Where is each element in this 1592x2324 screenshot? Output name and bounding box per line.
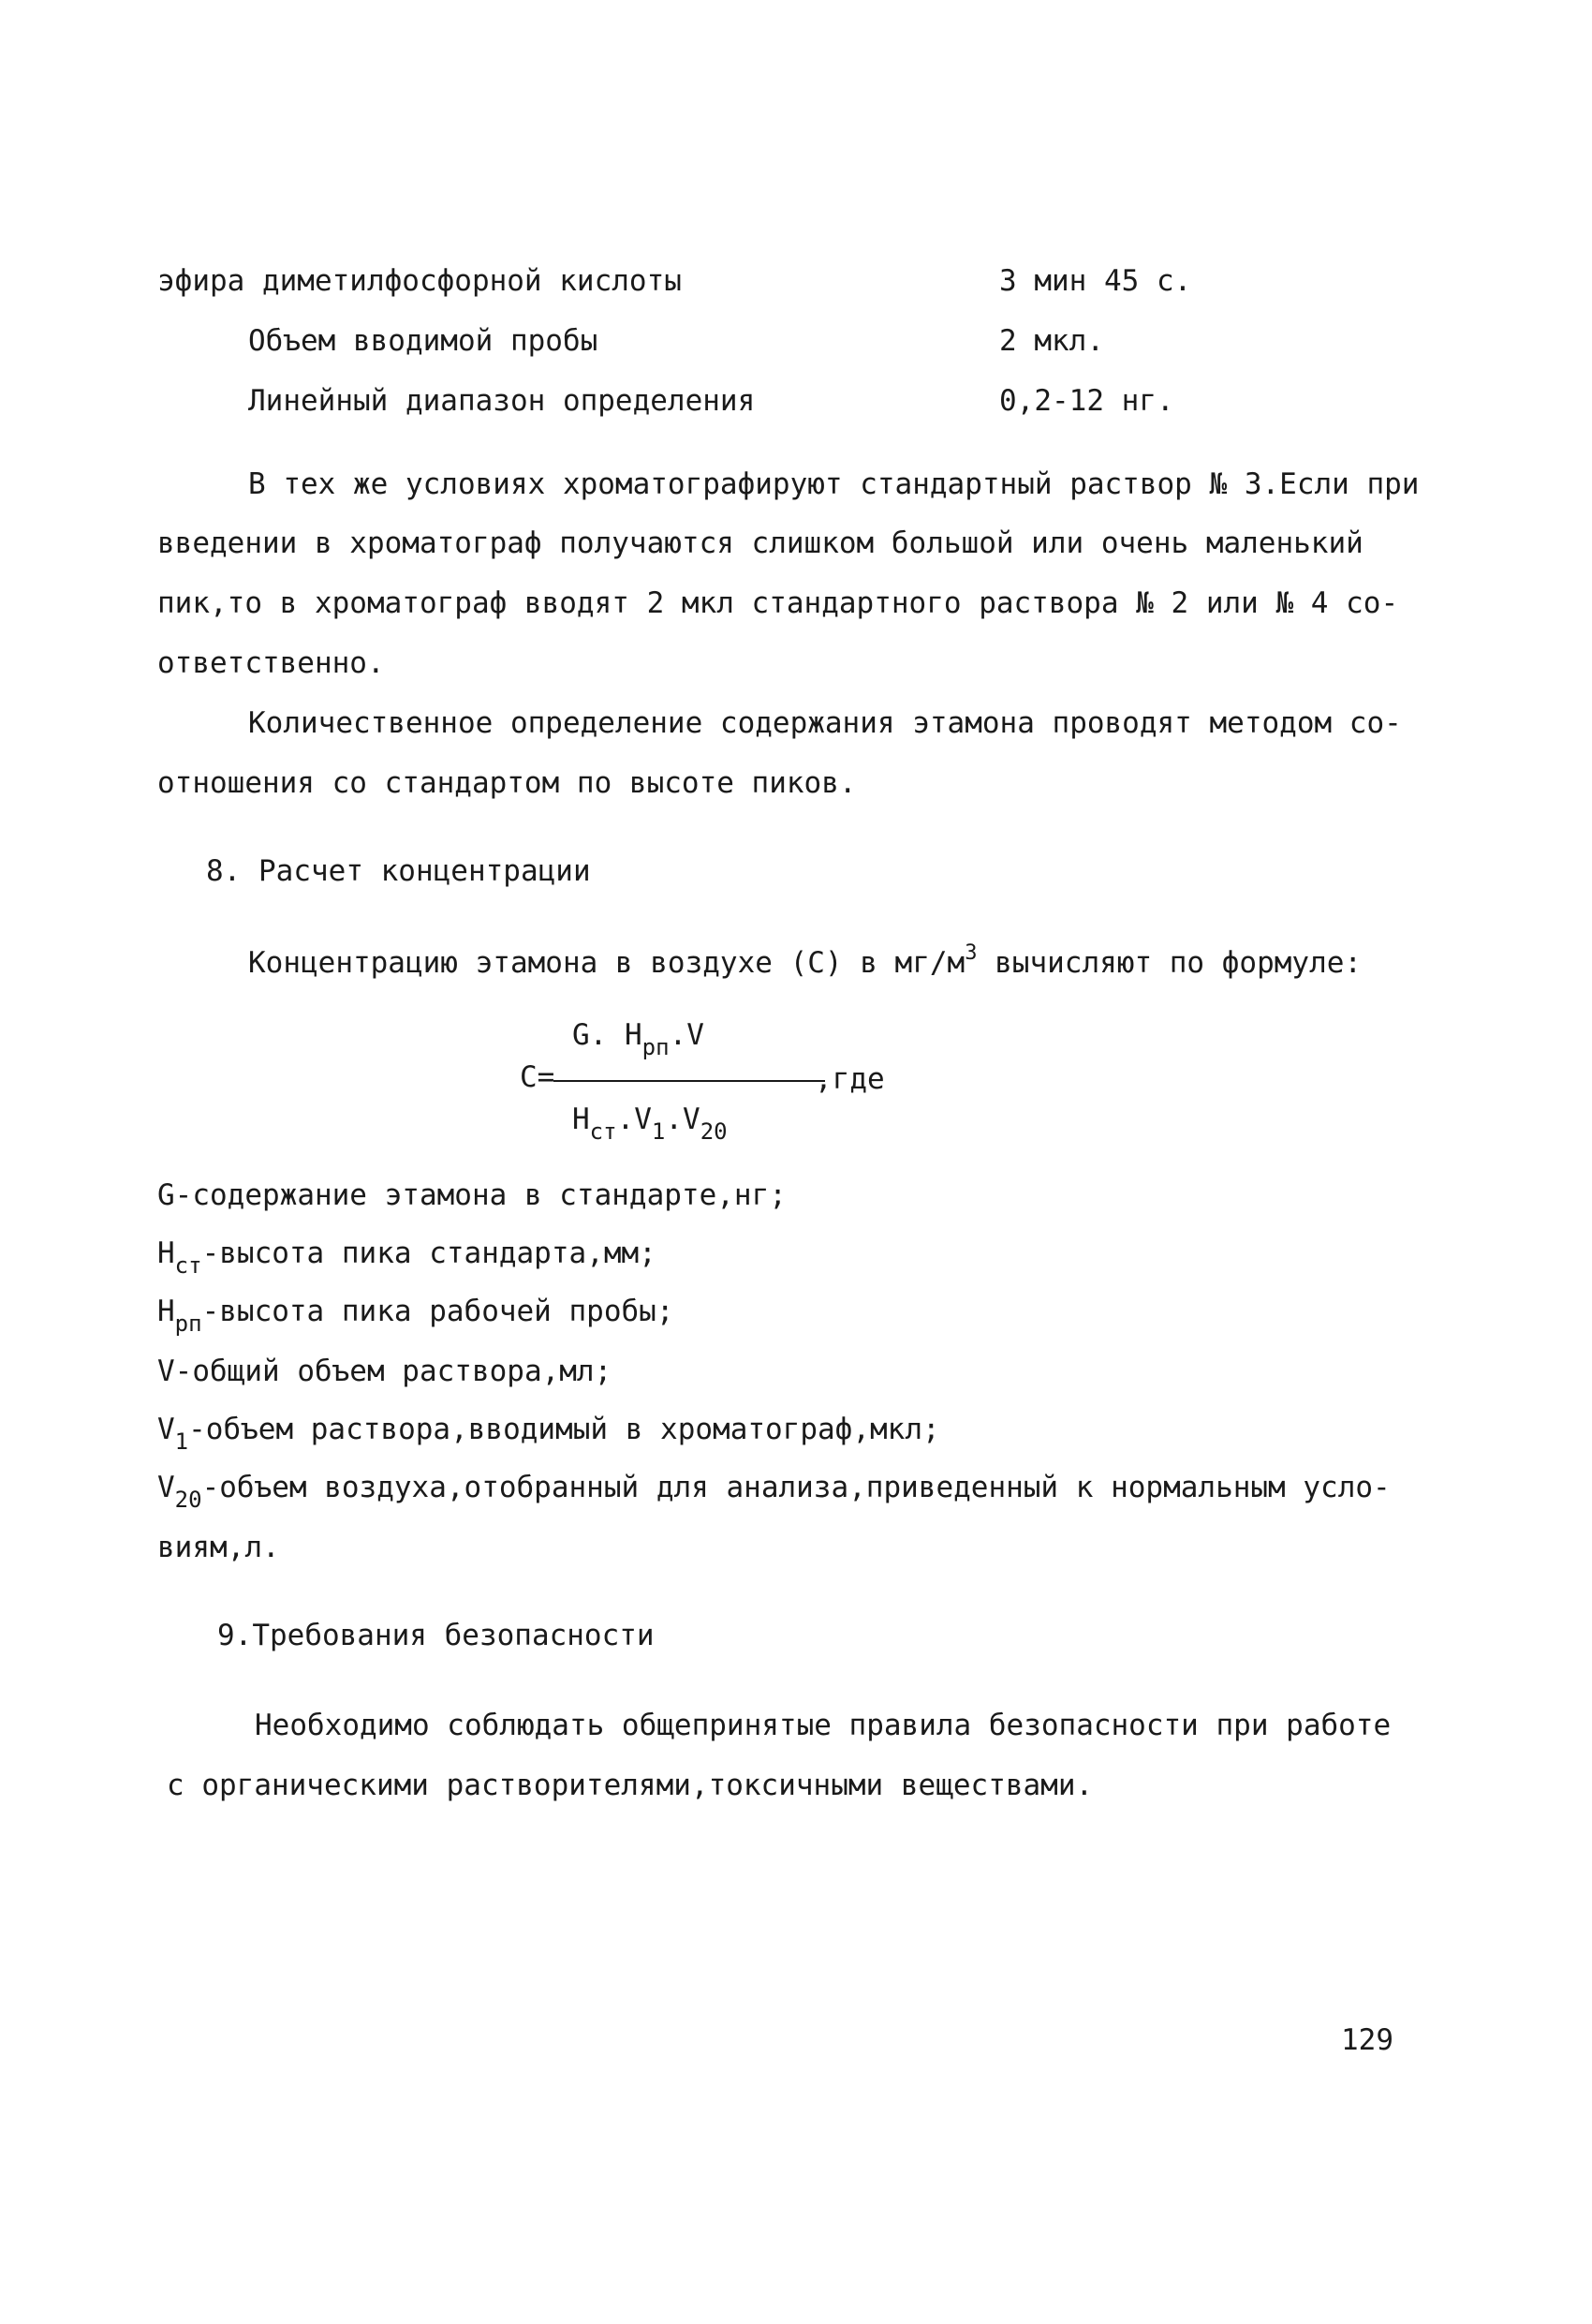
formula-intro-sup: 3 [965,941,978,965]
formula-den-c: .V [665,1103,700,1136]
formula-denominator [572,1101,728,1145]
formula-num-sub: рп [641,1034,670,1060]
paragraph-line: пик,то в хроматограф вводят 2 мкл стандартного раствора № 2 или № 4 со- [157,586,1399,620]
definition-text: -объем раствора,вводимый в хроматограф,мкл; [188,1413,940,1446]
param-value: 3 мин 45 с. [999,264,1192,298]
paragraph-line: введении в хроматограф получаются слишком большой или очень маленький [157,526,1364,560]
definition-line [157,1353,612,1390]
formula-where: ,где [815,1062,885,1096]
definition-subscript: рп [174,1310,202,1337]
definition-text: -общий объем раствора,мл; [174,1354,612,1388]
param-value: 0,2-12 нг. [999,384,1174,418]
formula-den-a: H [572,1103,590,1136]
definition-line [157,1235,656,1279]
definition-text: -высота пика стандарта,мм; [201,1236,656,1270]
section-number: 9. [217,1619,253,1652]
definition-symbol: H [157,1236,175,1270]
paragraph-line: Количественное определение содержания этамона проводят методом со- [248,706,1402,740]
formula-intro [248,941,1363,985]
section-title: Требования безопасности [252,1619,655,1652]
definition-symbol: V [157,1354,175,1388]
definition-symbol: V [157,1471,175,1504]
param-label: эфира диметилфосфорной кислоты [157,264,682,298]
paragraph-line: с органическими растворителями,токсичными веществами. [167,1769,1094,1802]
formula-intro-text: Концентрацию этамона в воздухе (С) в мг/м [248,946,966,980]
paragraph-line: ответственно. [157,646,385,680]
definition-subscript: 1 [174,1428,189,1455]
page-number: 129 [1341,2023,1393,2057]
section-number: 8. [206,854,242,888]
section-heading [206,852,591,890]
section-heading [217,1617,655,1654]
definition-subscript: 20 [174,1487,202,1513]
formula-den-sub2: 1 [651,1118,666,1145]
formula-den-b: .V [616,1103,652,1136]
formula-lhs: С= [520,1060,555,1094]
definition-line [157,1177,787,1214]
paragraph-line: Необходимо соблюдать общепринятые правила безопасности при работе [255,1709,1392,1742]
definition-line [157,1469,1391,1513]
definition-continuation: виям,л. [157,1531,280,1564]
param-label: Линейный диапазон определения [248,384,756,418]
definition-text: -объем воздуха,отобранный для анализа,приведенный к нормальным усло- [201,1471,1391,1504]
paragraph-line: В тех же условиях хроматографируют стандартный раствор № 3.Если при [248,467,1420,501]
definition-symbol: V [157,1413,175,1446]
definition-symbol: G [157,1178,175,1212]
formula-den-sub3: 20 [700,1118,728,1145]
formula-numerator [572,1016,704,1060]
section-title: Расчет концентрации [258,854,591,888]
formula-num-b: .V [669,1018,704,1052]
definition-text: -содержание этамона в стандарте,нг; [174,1178,787,1212]
formula-intro-tail: вычисляют по формуле: [977,946,1363,980]
paragraph-line: отношения со стандартом по высоте пиков. [157,766,857,800]
definition-symbol: H [157,1295,175,1328]
definition-line [157,1293,674,1337]
definition-subscript: ст [174,1252,202,1279]
fraction-bar [553,1080,825,1082]
concentration-formula [520,1002,941,1152]
definition-text: -высота пика рабочей пробы; [201,1295,674,1328]
param-value: 2 мкл. [999,324,1104,358]
definition-line [157,1411,940,1455]
param-label: Объем вводимой пробы [248,324,598,358]
formula-num-a: G. H [572,1018,642,1052]
formula-den-sub1: ст [589,1118,617,1145]
